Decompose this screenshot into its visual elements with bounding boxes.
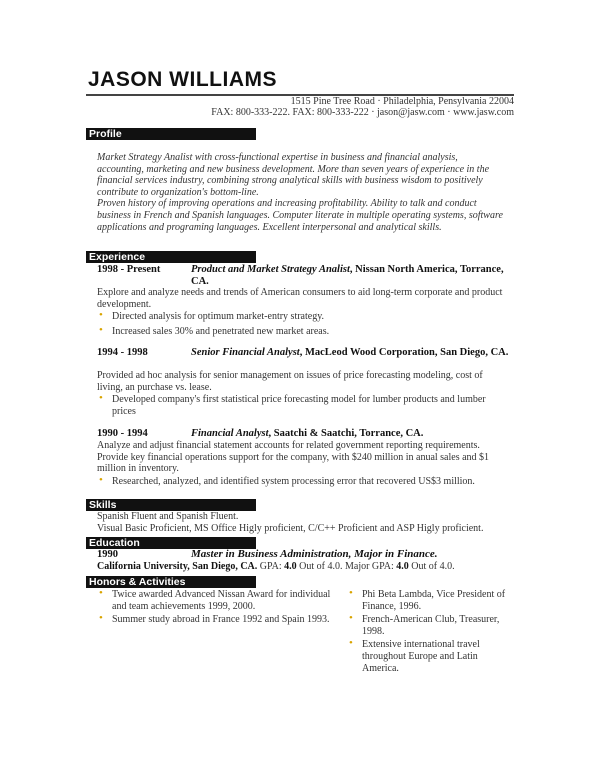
bullet-icon: • bbox=[349, 587, 353, 599]
profile-paragraph-1: Market Strategy Analist with cross-functional expertise in business and financial analysis, accounting, marketing and new business development. More than seven years of experience in the financial services industry, combining strong analytical skills with business wisdom to positively contribute to organization's bottom-line. bbox=[97, 152, 490, 198]
job-2-dates: 1994 - 1998 bbox=[97, 347, 148, 358]
education-school: California University, San Diego, CA. bbox=[97, 561, 258, 572]
list-item: • Increased sales 30% and penetrated new market areas. bbox=[99, 323, 330, 337]
section-honors-heading: Honors & Activities bbox=[86, 576, 256, 588]
list-item: • French-American Club, Treasurer, 1998. bbox=[349, 612, 500, 637]
honors-left-list bbox=[97, 589, 332, 628]
list-item: • Researched, analyzed, and identified system processing error that recovered US$3 million. bbox=[99, 474, 475, 487]
list-item: • Twice awarded Advanced Nissan Award for individual and team achievements 1999, 2000. bbox=[99, 587, 331, 612]
section-skills-heading: Skills bbox=[86, 499, 256, 511]
bullet-icon: • bbox=[99, 309, 103, 321]
list-item: • Summer study abroad in France 1992 and Spain 1993. bbox=[99, 612, 330, 626]
skills-languages: Spanish Fluent and Spanish Fluent. bbox=[97, 511, 239, 522]
list-item: • Phi Beta Lambda, Vice President of Finance, 1996. bbox=[349, 587, 506, 612]
job-3-dates: 1990 - 1994 bbox=[97, 428, 148, 439]
job-2-company: , MacLeod Wood Corporation, San Diego, CA. bbox=[299, 347, 509, 358]
bullet-icon: • bbox=[349, 612, 353, 625]
profile-summary bbox=[97, 152, 507, 233]
skills-technical: Visual Basic Proficient, MS Office Higly proficient, C/C++ Proficient and ASP Higly proficient. bbox=[97, 523, 484, 534]
section-education-heading: Education bbox=[86, 537, 256, 549]
bullet-icon: • bbox=[99, 474, 103, 486]
job-3-description: Analyze and adjust financial statement accounts for related government reporting requirements. Provide key financial operations support for the company, with $240 million in anual sales and $1 million in inventory. bbox=[97, 440, 490, 475]
education-major-gpa: 4.0 bbox=[396, 561, 409, 572]
honors-right-list bbox=[347, 589, 512, 676]
contact-address: 1515 Pine Tree Road · Philadelphia, Pensylvania 22004 bbox=[290, 96, 514, 107]
education-gpa: 4.0 bbox=[284, 561, 297, 572]
job-1-heading bbox=[191, 264, 511, 288]
job-1-company: , Nissan North America, Torrance, CA. bbox=[191, 264, 504, 287]
candidate-name: JASON WILLIAMS bbox=[88, 68, 277, 91]
bullet-icon: • bbox=[99, 587, 103, 599]
list-item: • Extensive international travel throughout Europe and Latin America. bbox=[349, 637, 480, 674]
job-1-title: Product and Market Strategy Analist bbox=[191, 264, 350, 275]
contact-phone-email: FAX: 800-333-222. FAX: 800-333-222 · jason@jasw.com · www.jasw.com bbox=[211, 107, 514, 118]
job-3-bullets bbox=[97, 476, 507, 491]
education-year: 1990 bbox=[97, 549, 118, 560]
job-3-company: , Saatchi & Saatchi, Torrance, CA. bbox=[268, 428, 424, 439]
profile-paragraph-2: Proven history of improving operations and increasing profitability. Ability to talk and conduct business in French and Spanish languages. Computer literate in multiple operating systems, software applications and programing languages. Excellent interpersonal and analytical skills. bbox=[97, 198, 503, 233]
job-1-bullets bbox=[97, 311, 507, 341]
job-2-bullets bbox=[97, 394, 507, 421]
list-item: • Directed analysis for optimum market-entry strategy. bbox=[99, 309, 325, 322]
education-degree: Master in Business Administration, Major in Finance. bbox=[191, 548, 438, 560]
job-3-title: Financial Analyst bbox=[191, 428, 269, 439]
job-1-dates: 1998 - Present bbox=[97, 264, 161, 275]
bullet-icon: • bbox=[99, 392, 103, 404]
section-experience-heading: Experience bbox=[86, 251, 256, 263]
job-2-description: Provided ad hoc analysis for senior management on issues of price forecasting modeling, cost of living, an purchase vs. lease. bbox=[97, 370, 483, 393]
bullet-icon: • bbox=[349, 637, 353, 650]
job-1-description: Explore and analyze needs and trends of American consumers to aid long-term corporate and product development. bbox=[97, 287, 503, 310]
job-2-title: Senior Financial Analyst bbox=[191, 347, 300, 358]
job-2-heading bbox=[191, 347, 511, 359]
bullet-icon: • bbox=[99, 612, 103, 625]
section-profile-heading: Profile bbox=[86, 128, 256, 140]
list-item: • Developed company's first statistical price forecasting model for lumber products and lumber prices bbox=[99, 392, 486, 417]
job-3-heading bbox=[191, 428, 511, 440]
education-school-line: California University, San Diego, CA. GPA: 4.0 Out of 4.0. Major GPA: 4.0 Out of 4.0. bbox=[97, 561, 455, 572]
bullet-icon: • bbox=[99, 323, 103, 336]
